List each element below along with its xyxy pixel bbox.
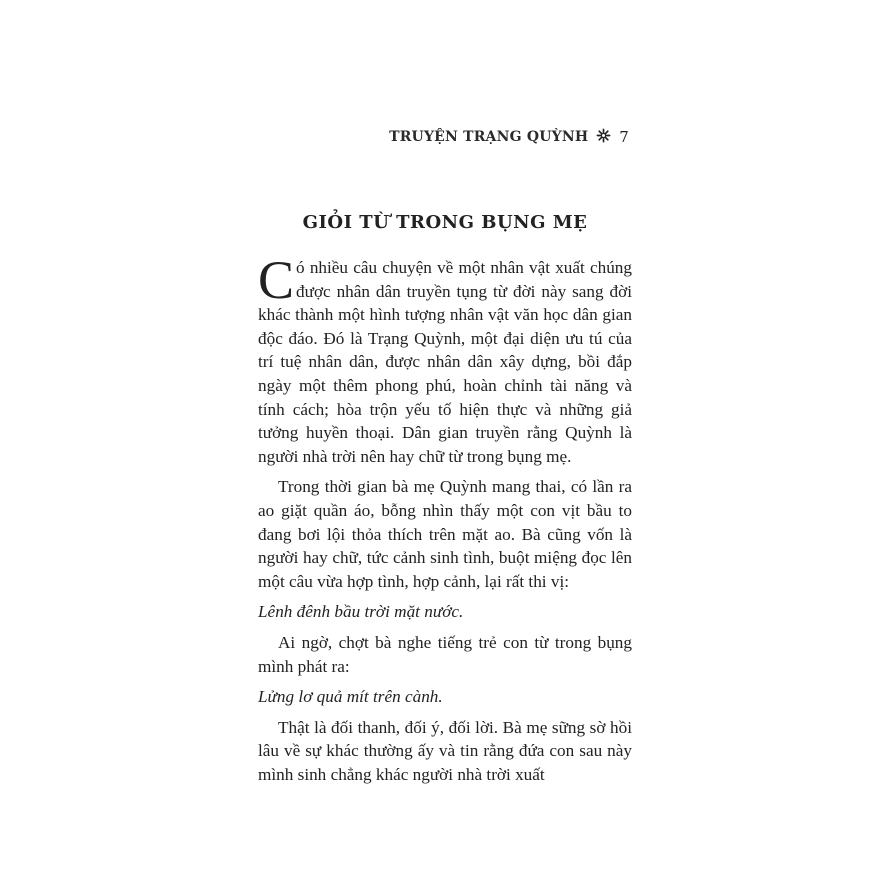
paragraph-2: Trong thời gian bà mẹ Quỳnh mang thai, có lần ra ao giặt quần áo, bỗng nhìn thấy một con vịt bầu to đang bơi lội thỏa thích trên mặt ao. Bà cũng vốn là người hay chữ, tức cảnh sinh tình, buột miệng đọc lên một câu vừa hợp tình, hợp cảnh, lại rất thi vị: xyxy=(258,477,632,591)
running-header xyxy=(389,128,629,146)
paragraph-1 xyxy=(258,250,632,468)
asterisk-flower-icon xyxy=(596,128,611,146)
paragraph-4: Thật là đối thanh, đối ý, đối lời. Bà mẹ sững sờ hồi lâu về sự khác thường ấy và tin rằng đứa con sau này mình sinh chẳng khác người nhà trời xuất xyxy=(258,717,632,784)
chapter-title: GIỎI TỪ TRONG BỤNG MẸ xyxy=(302,212,588,233)
drop-cap: C xyxy=(258,250,295,310)
verse-line-2: Lửng lơ quả mít trên cành. xyxy=(258,687,443,707)
page-number: 7 xyxy=(619,128,629,146)
verse-line-1: Lênh đênh bầu trời mặt nước. xyxy=(258,602,464,622)
paragraph-3: Ai ngờ, chợt bà nghe tiếng trẻ con từ trong bụng mình phát ra: xyxy=(258,632,632,676)
body-text xyxy=(258,250,632,793)
paragraph-1-text: ó nhiều câu chuyện về một nhân vật xuất chúng được nhân dân truyền tụng từ đời này sang đời khác thành một hình tượng nhân vật văn học dân gian độc đáo. Đó là Trạng Quỳnh, một đại diện ưu tú của trí tuệ nhân dân, được nhân dân xây dựng, bồi đắp ngày một thêm phong phú, hoàn chỉnh tài năng và tính cách; hòa trộn yếu tố hiện thực và những giả tưởng huyền thoại. Dân gian truyền rằng Quỳnh là người nhà trời nên hay chữ từ trong bụng mẹ. xyxy=(258,258,632,466)
book-title: TRUYỆN TRẠNG QUỲNH xyxy=(389,129,589,145)
